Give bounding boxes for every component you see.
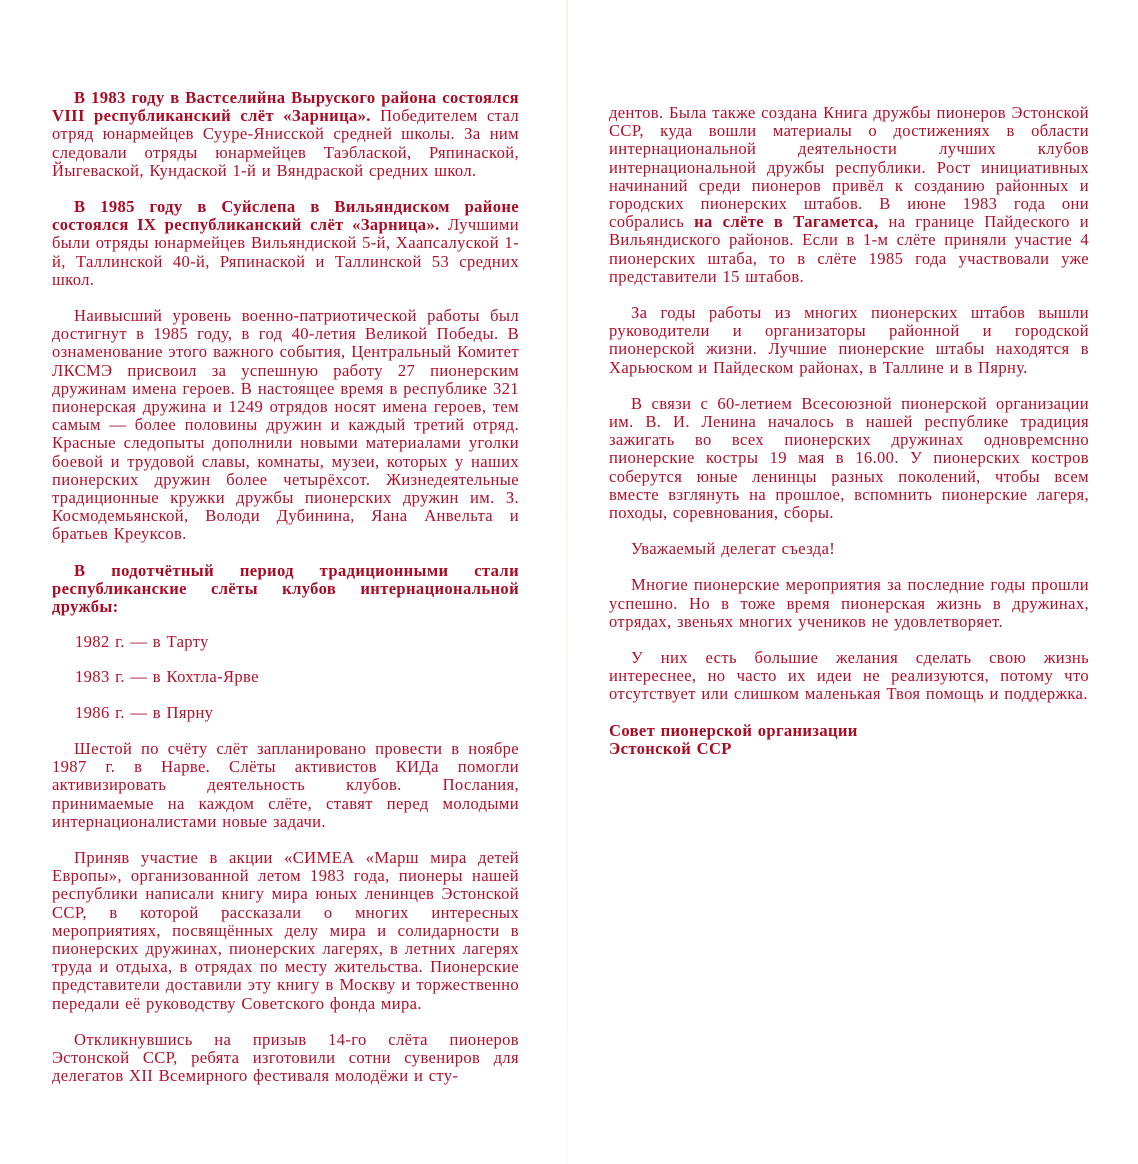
rally-list-item: 1986 г. — в Пярну bbox=[75, 702, 214, 722]
paragraph-campfires: В связи с 60-летием Всесоюзной пионерской организации им. В. И. Ленина началось в нашей республике традиция зажигать во всех пионерских дружинах одновремснно пионерские костры 19 мая в 16.00. У пионерских костров соберутся юные ленинцы разных поколений, чтобы всем вместе взглянуть на прошлое, вспомнить пионерские лагеря, походы, соревнования, сборы. bbox=[609, 393, 1089, 523]
paragraph-wishes: У них есть большие желания сделать свою жизнь интереснее, но часто их идеи не реализуются, потому что отсутствует или слишком маленькая Твоя помощь и поддержка. bbox=[609, 648, 1089, 704]
right-column bbox=[609, 104, 1089, 758]
signature-line-2: Эстонской ССР bbox=[609, 738, 732, 758]
paragraph-patriotic-work: Наивысший уровень военно-патриотической работы был достигнут в 1985 году, в год 40-летия Великой Победы. В ознаменование этого важного события, Центральный Комитет ЛКСМЭ присвоил за успешную работу 27 пионерским дружинам имена героев. В настоящее время в республике 321 пионерская дружина и 1249 отрядов носят имена героев, тем самым — более половины дружин и каждый третий отряд. Красные следопыты дополнили новыми материалами уголки боевой и трудовой славы, комнаты, музеи, которых у наших пионерских дружин более четырёхсот. Жизнедеятельные традиционные кружки дружбы пионерских дружин им. З. Космодемьянской, Володи Дубинина, Яана Анвельта и братьев Креуксов. bbox=[52, 306, 519, 544]
paragraph-bold-phrase: на слёте в Тагаметса, bbox=[694, 212, 879, 232]
paragraph-text: Победителем стал отряд юнармейцев Сууре-Янисской средней школы. За ним следовали отряды юнармейцев Таэблаской, Ряпинаской, Йыгеваской, Кундаской 1-й и Вяндраской средних школ. bbox=[52, 106, 519, 180]
signature-line-1: Совет пионерской организации bbox=[609, 720, 858, 740]
paragraph-text: дентов. Была также создана Книга дружбы пионеров Эстонской ССР, куда вошли материалы о достижениях в области интернациональной деятельности лучших клубов интернациональной дружбы республики. Рост инициативных начинаний среди пионеров привёл к созданию районных и городских пионерских штабов. В июне 1983 года они собрались bbox=[609, 103, 1089, 232]
paragraph-text: на границе Пайдеского и Вильяндиского районов. Если в 1-м слёте приняли участие 4 пионерских штаба, то в слёте 1985 года участвовали уже представители 15 штабов. bbox=[609, 212, 1089, 286]
paragraph-zarnitsa-1985 bbox=[52, 198, 519, 289]
page-fold bbox=[566, 0, 568, 1164]
left-column bbox=[52, 89, 519, 1085]
paragraph-peace-march: Приняв участие в акции «СИМЕА «Марш мира детей Европы», организованной летом 1983 года, пионеры нашей республики написали книгу мира юных ленинцев Эстонской ССР, в которой рассказали о многих интересных мероприятиях, посвящённых делу мира и солидарности в пионерских дружинах, пионерских лагерях, в летних лагерях труда и отдыха, в отрядах по месту жительства. Пионерские представители доставили эту книгу в Москву и торжественно передали её руководству Советского фонда мира. bbox=[52, 847, 519, 1013]
paragraph-friendship-clubs: В подотчётный период традиционными стали республиканские слёты клубов интернациональной дружбы: bbox=[52, 560, 519, 617]
rally-list-item: 1982 г. — в Тарту bbox=[75, 632, 209, 652]
paragraph-souvenirs: Откликнувшись на призыв 14-го слёта пионеров Эстонской ССР, ребята изготовили сотни сувениров для делегатов XII Всемирного фестиваля молодёжи и сту- bbox=[52, 1029, 519, 1086]
paragraph-events: Многие пионерские мероприятия за последние годы прошли успешно. Но в тоже время пионерская жизнь в дружинах, отрядах, звеньях многих учеников не удовлетворяет. bbox=[609, 575, 1089, 631]
paragraph-sixth-rally: Шестой по счёту слёт запланировано провести в ноябре 1987 г. в Нарве. Слёты активистов КИДа помогли активизировать деятельность клубов. Послания, принимаемые на каждом слёте, ставят перед молодыми интернационалистами новые задачи. bbox=[52, 738, 519, 831]
rally-list-item: 1983 г. — в Кохтла-Ярве bbox=[75, 667, 259, 687]
paragraph-friendship-book bbox=[609, 104, 1089, 286]
paragraph-text: Лучшими были отряды юнармейцев Вильяндиской 5-й, Хаапсалуской 1-й, Таллинской 40-й, Ряпинаской и Таллинской 53 средних школ. bbox=[52, 215, 519, 289]
paragraph-lead-bold: В 1985 году в Суйслепа в Вильяндиском районе состоялся IX республиканский слёт «Зарница». bbox=[52, 197, 519, 235]
paragraph-pioneer-staffs: За годы работы из многих пионерских штабов вышли руководители и организаторы районной и городской пионерской жизни. Лучшие пионерские штабы находятся в Харьюском и Пайдеском районах, в Таллине и в Пярну. bbox=[609, 303, 1089, 377]
paragraph-lead-bold: В 1983 году в Вастселийна Выруского района состоялся VIII республиканский слёт «Зарница». bbox=[52, 88, 519, 126]
greeting: Уважаемый делегат съезда! bbox=[631, 539, 836, 559]
paragraph-zarnitsa-1983 bbox=[52, 89, 519, 180]
